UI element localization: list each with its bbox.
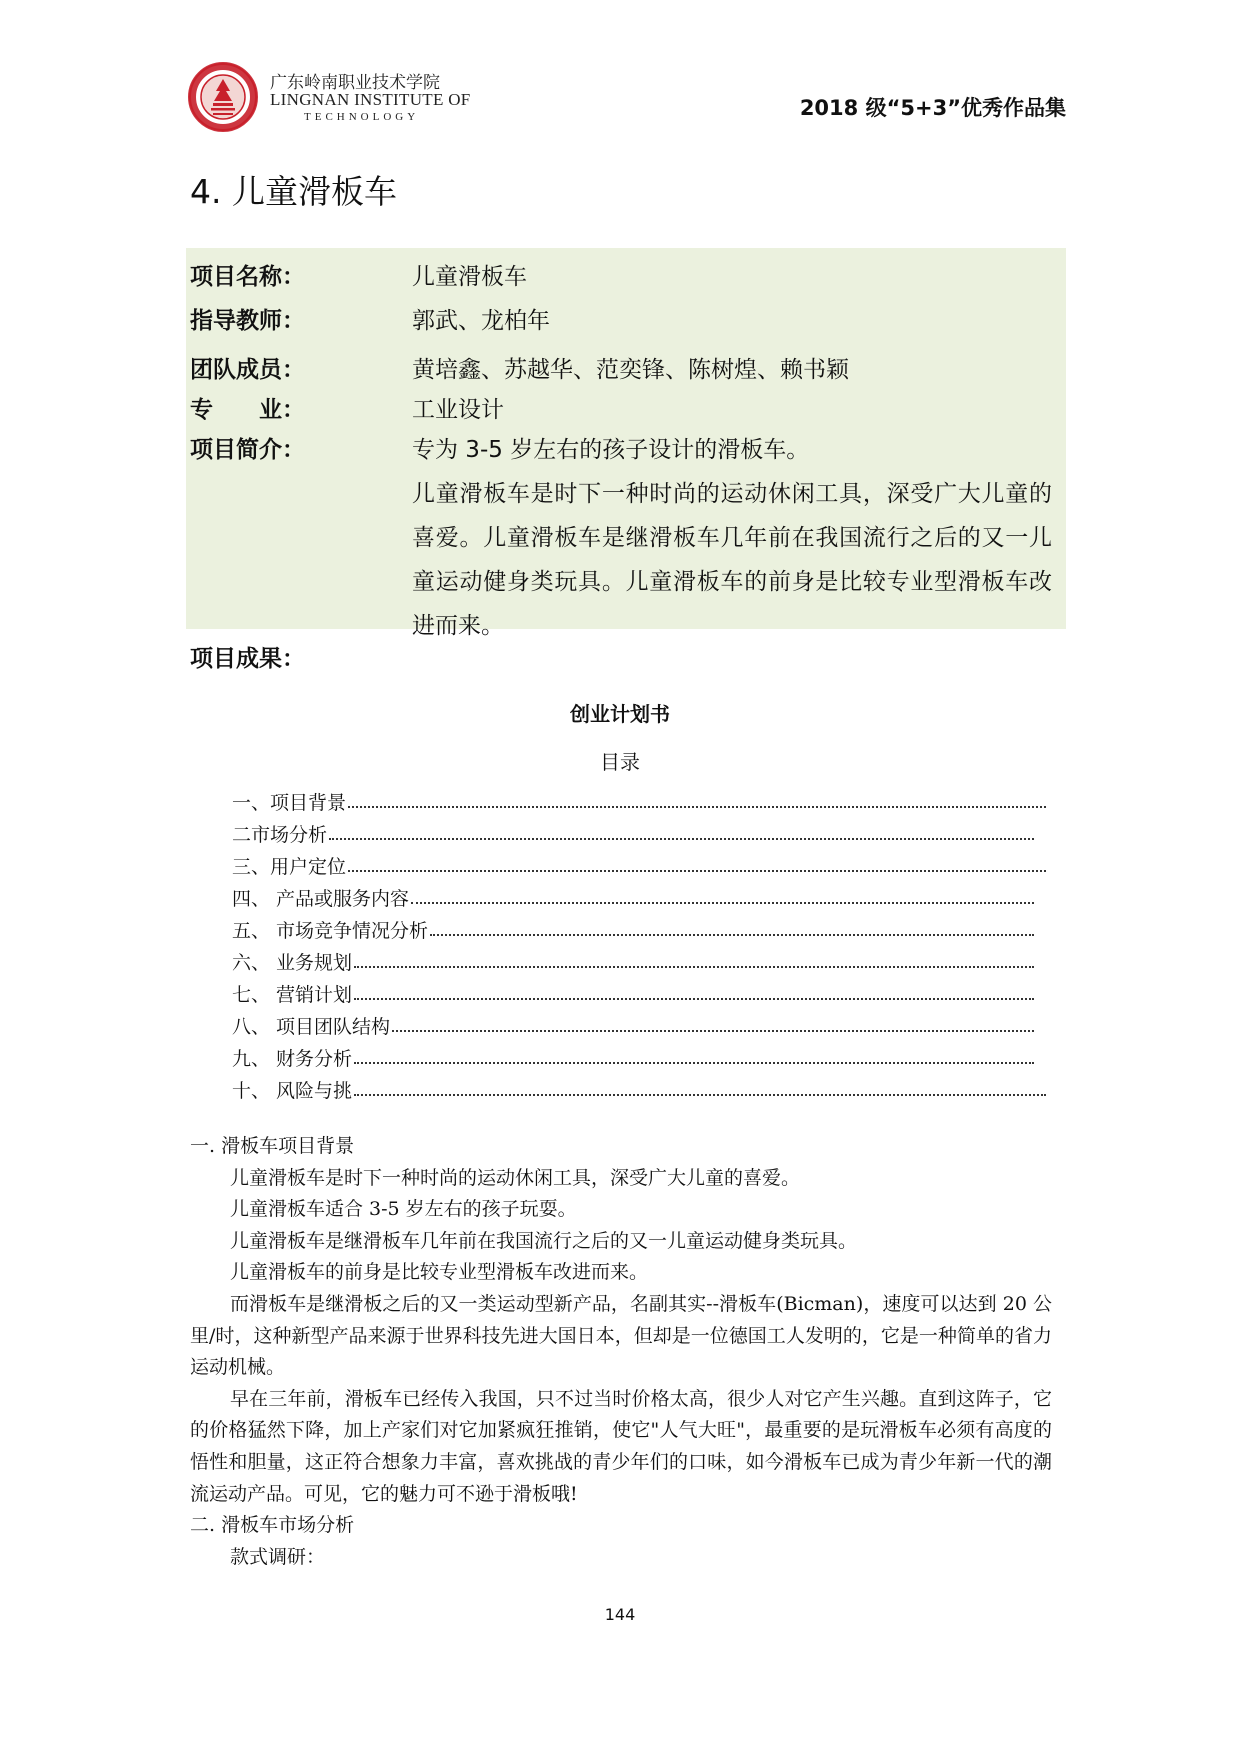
toc-leader-dots [354,1094,1046,1096]
section-heading: 二. 滑板车市场分析 [190,1514,355,1537]
body-paragraph: 儿童滑板车是时下一种时尚的运动休闲工具，深受广大儿童的喜爱。 [230,1166,801,1189]
toc-leader-dots [348,806,1046,808]
body-paragraph: 儿童滑板车的前身是比较专业型滑板车改进而来。 [230,1261,649,1284]
toc-item-label: 七、 营销计划 [232,984,353,1006]
toc-item [232,1039,1040,1071]
page-number: 144 [604,1605,636,1624]
toc-leader-dots [329,838,1034,840]
toc-leader-dots [354,998,1034,1000]
toc-leader-dots [430,934,1034,936]
table-of-contents [232,783,1052,1103]
section-title: 4. 儿童滑板车 [190,172,397,211]
toc-item-label: 一、项目背景 [232,792,347,814]
toc-item-label: 六、 业务规划 [232,952,353,974]
toc-item-label: 九、 财务分析 [232,1048,353,1070]
section-heading: 一. 滑板车项目背景 [190,1135,355,1157]
info-label: 指导教师： [190,308,305,334]
toc-item-label: 五、 市场竞争情况分析 [232,920,429,942]
toc-item [232,847,1052,879]
toc-item-label: 四、 产品或服务内容 [232,888,410,910]
toc-item-label: 三、用户定位 [232,856,347,878]
toc-leader-dots [354,1062,1034,1064]
toc-item [232,879,1040,911]
info-label: 团队成员： [190,357,305,383]
body-paragraph: 儿童滑板车适合 3-5 岁左右的孩子玩耍。 [230,1198,577,1221]
body-paragraph: 而滑板车是继滑板之后的又一类运动型新产品，名副其实--滑板车(Bicman)，速度可以达到 20 公里/时，这种新型产品来源于世界科技先进大国日本，但却是一位德国工人发明的，它是一种简单的省力运动机械。 [190,1292,1052,1379]
body-text [190,1131,1052,1573]
body-paragraph: 儿童滑板车是继滑板车几年前在我国流行之后的又一儿童运动健身类玩具。 [230,1229,858,1252]
project-info-box [186,248,1066,639]
info-value: 工业设计 [412,397,504,423]
collection-title: 2018 级“5+3”优秀作品集 [799,96,1066,120]
results-label: 项目成果： [190,646,305,672]
info-value: 儿童滑板车 [412,264,527,290]
page-header [186,62,1066,132]
info-value: 黄培鑫、苏越华、范奕锋、陈树煌、赖书颖 [412,357,849,383]
toc-item [232,783,1052,815]
body-paragraph: 早在三年前，滑板车已经传入我国，只不过当时价格太高，很少人对它产生兴趣。直到这阵子，它的价格猛然下降，加上产家们对它加紧疯狂推销，使它"人气大旺"，最重要的是玩滑板车必须有高度的悟性和胆量，这正符合想象力丰富，喜欢挑战的青少年们的口味，如今滑板车已成为青少年新一代的潮流运动产品。可见，它的魅力可不逊于滑板哦! [190,1387,1052,1505]
info-label: 项目名称： [190,264,305,290]
toc-leader-dots [354,966,1034,968]
toc-item [232,911,1040,943]
info-label: 专 业： [190,397,305,423]
institute-name-en-line2: TECHNOLOGY [304,111,420,123]
project-description-text: 儿童滑板车是时下一种时尚的运动休闲工具，深受广大儿童的喜爱。儿童滑板车是继滑板车几年前在我国流行之后的又一儿童运动健身类玩具。儿童滑板车的前身是比较专业型滑板车改进而来。 [412,481,1052,639]
toc-item-label: 十、 风险与挑 [232,1080,353,1102]
toc-item [232,943,1040,975]
business-plan-title: 创业计划书 [570,702,670,726]
toc-leader-dots [392,1030,1034,1032]
institute-name-en: LINGNAN INSTITUTE OF [270,90,471,109]
subheading: 款式调研： [230,1545,326,1568]
toc-item [232,815,1040,847]
toc-item [232,1071,1052,1103]
info-label: 项目简介： [190,437,305,463]
toc-title: 目录 [600,750,640,774]
institute-logo [186,62,266,132]
info-value: 专为 3-5 岁左右的孩子设计的滑板车。 [412,437,810,463]
info-value: 郭武、龙柏年 [412,308,550,334]
project-description [412,472,1052,648]
toc-item [232,1007,1040,1039]
institute-name-cn: 广东岭南职业技术学院 [270,73,440,93]
toc-leader-dots [411,902,1034,904]
toc-leader-dots [348,870,1046,872]
toc-item-label: 二市场分析 [232,824,328,846]
toc-item-label: 八、 项目团队结构 [232,1016,391,1038]
toc-item [232,975,1040,1007]
institute-logo-emblem [186,62,266,132]
